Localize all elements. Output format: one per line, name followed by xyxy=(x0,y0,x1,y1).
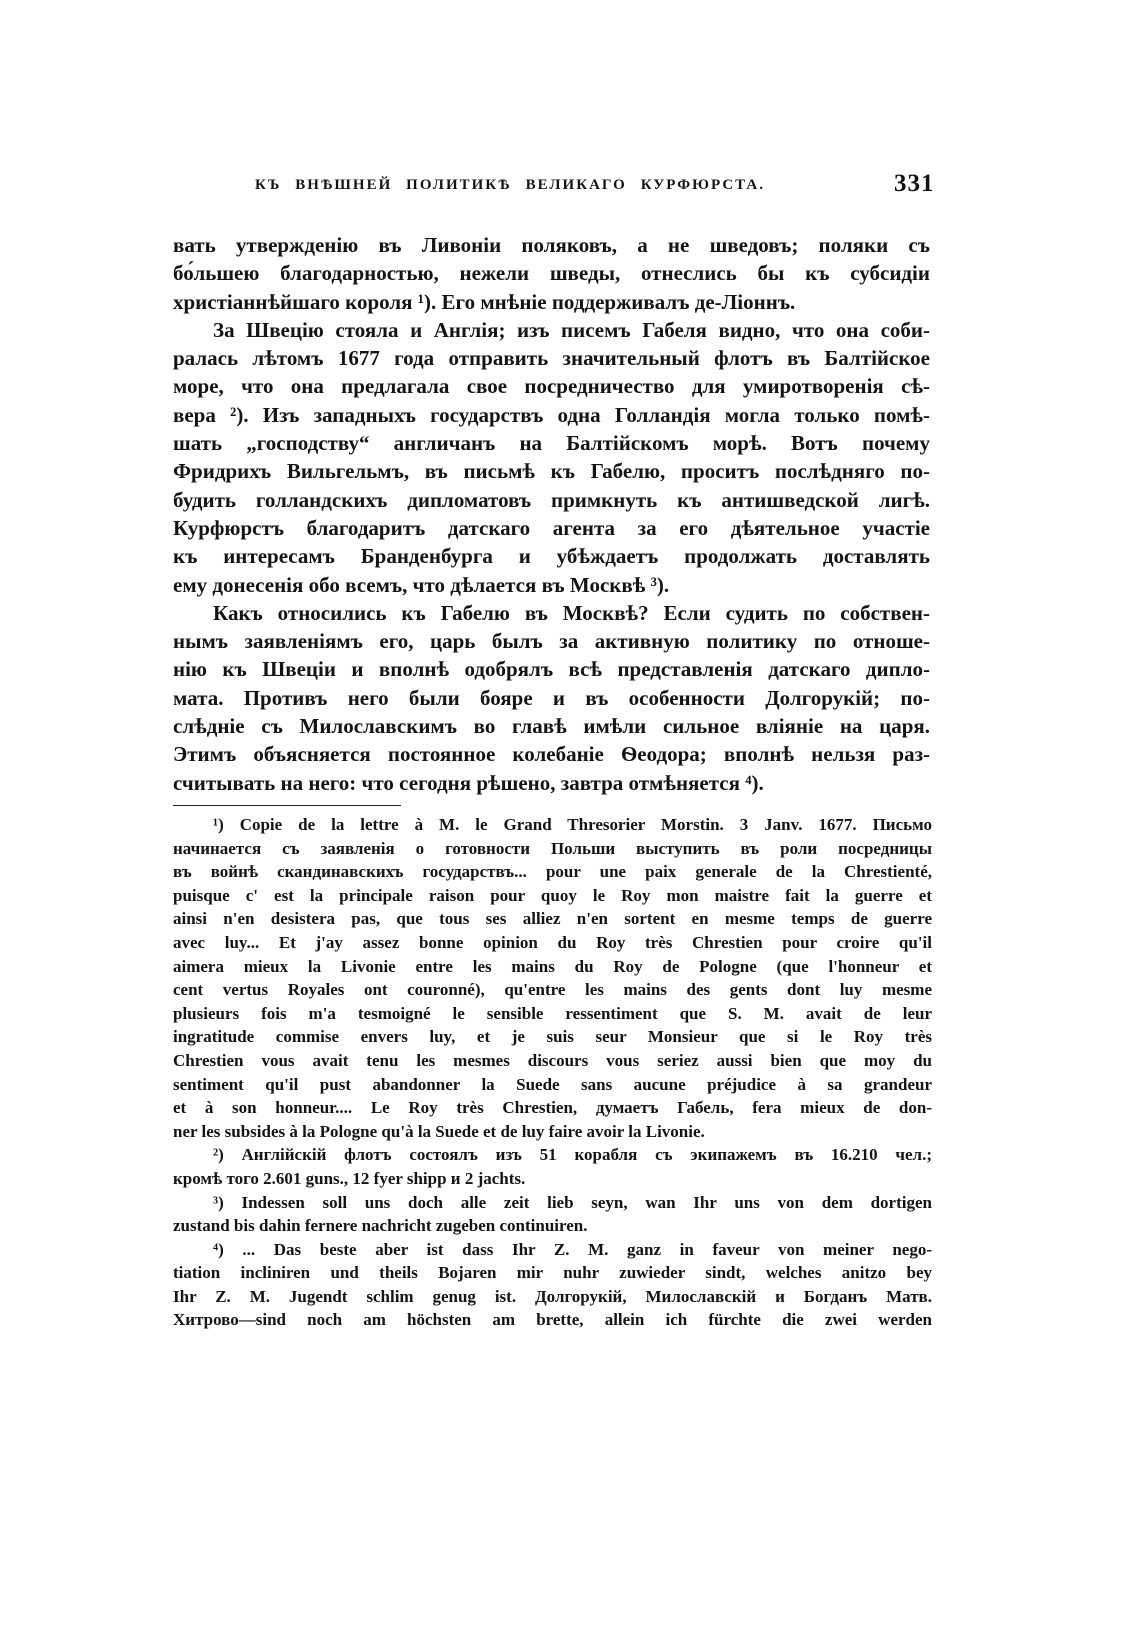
text-line: бо́льшею благодарностью, нежели шведы, отнеслись бы къ субсидіи xyxy=(173,261,930,286)
page-number: 331 xyxy=(894,170,935,197)
text-line: нію къ Швеціи и вполнѣ одобрялъ всѣ представленія датскаго дипло- xyxy=(173,657,930,682)
footnote-line: ²) Англійскій флотъ состоялъ изъ 51 корабля съ экипажемъ въ 16.210 чел.; xyxy=(213,1145,932,1165)
text-line: Какъ относились къ Габелю въ Москвѣ? Если судить по собствен- xyxy=(213,600,930,625)
text-line: ралась лѣтомъ 1677 года отправить значительный флотъ въ Балтійское xyxy=(173,346,930,371)
footnote-line: Chrestien vous avait tenu les mesmes discours vous seriez aussi bien que moy du xyxy=(173,1050,932,1070)
footnote-line: ³) Indessen soll uns doch alle zeit lieb seyn, wan Ihr uns von dem dortigen xyxy=(213,1192,932,1212)
footnote-line: ner les subsides à la Pologne qu'à la Suede et de luy faire avoir la Livonie. xyxy=(173,1121,705,1141)
footnote-line: avec luy... Et j'ay assez bonne opinion du Roy très Chrestien pour croire qu'il xyxy=(173,932,932,952)
footnote-line: ingratitude commise envers luy, et je suis seur Monsieur que si le Roy très xyxy=(173,1027,932,1047)
footnote-divider xyxy=(173,805,401,806)
footnote-line: cent vertus Royales ont couronné), qu'entre les mains des gents dont luy mesme xyxy=(173,980,932,1000)
text-line: христіаннѣйшаго короля ¹). Его мнѣніе поддерживалъ де-Ліоннъ. xyxy=(173,289,796,314)
footnote-line: ainsi n'en desistera pas, que tous ses alliez n'en sortent en mesme temps de guerre xyxy=(173,909,932,929)
main-text xyxy=(173,231,930,797)
footnote-line: ⁴) ... Das beste aber ist dass Ihr Z. M. ganz in faveur von meiner nego- xyxy=(213,1239,932,1259)
running-head: КЪ ВНѢШНЕЙ ПОЛИТИКѢ ВЕЛИКАГО КУРФЮРСТА. xyxy=(255,177,765,193)
text-line: вера ²). Изъ западныхъ государствъ одна Голландія могла только помѣ- xyxy=(173,402,930,427)
text-line: къ интересамъ Бранденбурга и убѣждаетъ продолжать доставлять xyxy=(173,544,930,569)
footnote-line: plusieurs fois m'a tesmoigné le sensible ressentiment que S. M. avait de leur xyxy=(173,1003,932,1023)
text-line: Фридрихъ Вильгельмъ, въ письмѣ къ Габелю, проситъ послѣдняго по- xyxy=(173,459,930,484)
text-line: ему донесенія обо всемъ, что дѣлается въ Москвѣ ³). xyxy=(173,572,670,597)
text-line: вать утвержденію въ Ливоніи поляковъ, а не шведовъ; поляки съ xyxy=(173,233,930,257)
footnote-line: et à son honneur.... Le Roy très Chrestien, думаетъ Габель, fera mieux de don- xyxy=(173,1098,932,1118)
footnote-4 xyxy=(173,1238,932,1332)
footnote-3 xyxy=(173,1191,932,1238)
text-line: слѣдніе съ Милославскимъ во главѣ имѣли сильное вліяніе на царя. xyxy=(173,714,930,739)
text-line: будить голландскихъ дипломатовъ примкнуть къ антишведской лигѣ. xyxy=(173,487,930,512)
text-line: шать „господству“ англичанъ на Балтійскомъ морѣ. Вотъ почему xyxy=(173,431,930,456)
text-line: мата. Противъ него были бояре и въ особенности Долгорукій; по- xyxy=(173,685,930,710)
footnote-1 xyxy=(173,813,932,1143)
text-line: море, что она предлагала свое посредничество для умиротворенія сѣ- xyxy=(173,374,930,399)
text-line: считывать на него: что сегодня рѣшено, завтра отмѣняется ⁴). xyxy=(173,770,764,795)
footnote-line: кромѣ того 2.601 guns., 12 fyer shipp и 2 jachts. xyxy=(173,1168,526,1188)
footnote-line: puisque c' est la principale raison pour quoy le Roy mon maistre fait la guerre et xyxy=(173,885,932,905)
footnote-line: tiation incliniren und theils Bojaren mir nuhr zuwieder sindt, welches anitzo bey xyxy=(173,1263,932,1283)
footnote-line: Хитрово—sind noch am höchsten am brette, allein ich fürchte die zwei werden xyxy=(173,1310,932,1330)
footnote-line: Ihr Z. M. Jugendt schlim genug ist. Долгорукій, Милославскій и Богданъ Матв. xyxy=(173,1286,932,1306)
footnote-line: начинается съ заявленія о готовности Польши выступить въ роли посредницы xyxy=(173,838,932,858)
footnote-line: sentiment qu'il pust abandonner la Suede sans aucune préjudice à sa grandeur xyxy=(173,1074,932,1094)
text-line: Этимъ объясняется постоянное колебаніе Ѳеодора; вполнѣ нельзя раз- xyxy=(173,742,930,767)
text-line: Курфюрстъ благодаритъ датскаго агента за его дѣятельное участіе xyxy=(173,515,930,540)
footnote-line: zustand bis dahin fernere nachricht zugeben continuiren. xyxy=(173,1216,588,1236)
footnote-2 xyxy=(173,1143,932,1190)
footnotes xyxy=(173,813,932,1332)
text-line: нымъ заявленіямъ его, царь былъ за активную политику по отноше- xyxy=(173,629,930,654)
text-line: За Швецію стояла и Англія; изъ писемъ Габеля видно, что она соби- xyxy=(213,317,930,342)
footnote-line: aimera mieux la Livonie entre les mains du Roy de Pologne (que l'honneur et xyxy=(173,956,932,976)
footnote-line: въ войнѣ скандинавскихъ государствъ... pour une paix generale de la Chrestienté, xyxy=(173,862,932,882)
footnote-line: ¹) Copie de la lettre à M. le Grand Thresorier Morstin. 3 Janv. 1677. Письмо xyxy=(213,815,932,834)
